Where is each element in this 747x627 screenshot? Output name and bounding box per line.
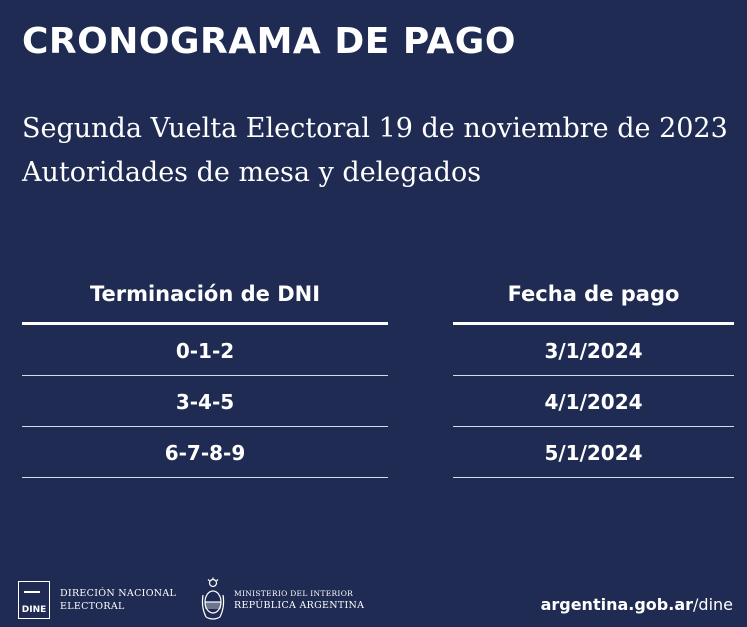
coat-of-arms-icon xyxy=(200,577,226,623)
dni-column xyxy=(22,276,388,478)
subtitle-line-2: Autoridades de mesa y delegados xyxy=(22,157,482,188)
site-domain: argentina.gob.ar xyxy=(540,595,694,614)
dine-name xyxy=(60,587,176,613)
subtitle xyxy=(22,107,728,195)
table-cell-fecha: 4/1/2024 xyxy=(453,376,734,427)
footer xyxy=(0,575,747,627)
ministerio-line-1: MINISTERIO DEL INTERIOR xyxy=(234,589,354,598)
table-cell-dni: 0-1-2 xyxy=(22,325,388,376)
table-cell-fecha: 3/1/2024 xyxy=(453,325,734,376)
payment-date-column xyxy=(453,276,734,478)
subtitle-line-1: Segunda Vuelta Electoral 19 de noviembre de 2023 xyxy=(22,113,728,144)
website-link[interactable] xyxy=(541,595,733,614)
column-header-dni: Terminación de DNI xyxy=(22,276,388,325)
dine-name-line-1: DIRECIÓN NACIONAL xyxy=(60,588,177,599)
page-title: CRONOGRAMA DE PAGO xyxy=(22,21,516,62)
table-cell-dni: 6-7-8-9 xyxy=(22,427,388,478)
ministerio xyxy=(234,588,364,612)
site-path: /dine xyxy=(693,595,733,614)
column-header-fecha: Fecha de pago xyxy=(453,276,734,325)
table-cell-dni: 3-4-5 xyxy=(22,376,388,427)
table-cell-fecha: 5/1/2024 xyxy=(453,427,734,478)
ministerio-line-2: REPÚBLICA ARGENTINA xyxy=(234,600,365,611)
dine-logo-text: DINE xyxy=(21,605,47,615)
dine-name-line-2: ELECTORAL xyxy=(60,601,125,612)
dine-logo xyxy=(18,581,50,619)
